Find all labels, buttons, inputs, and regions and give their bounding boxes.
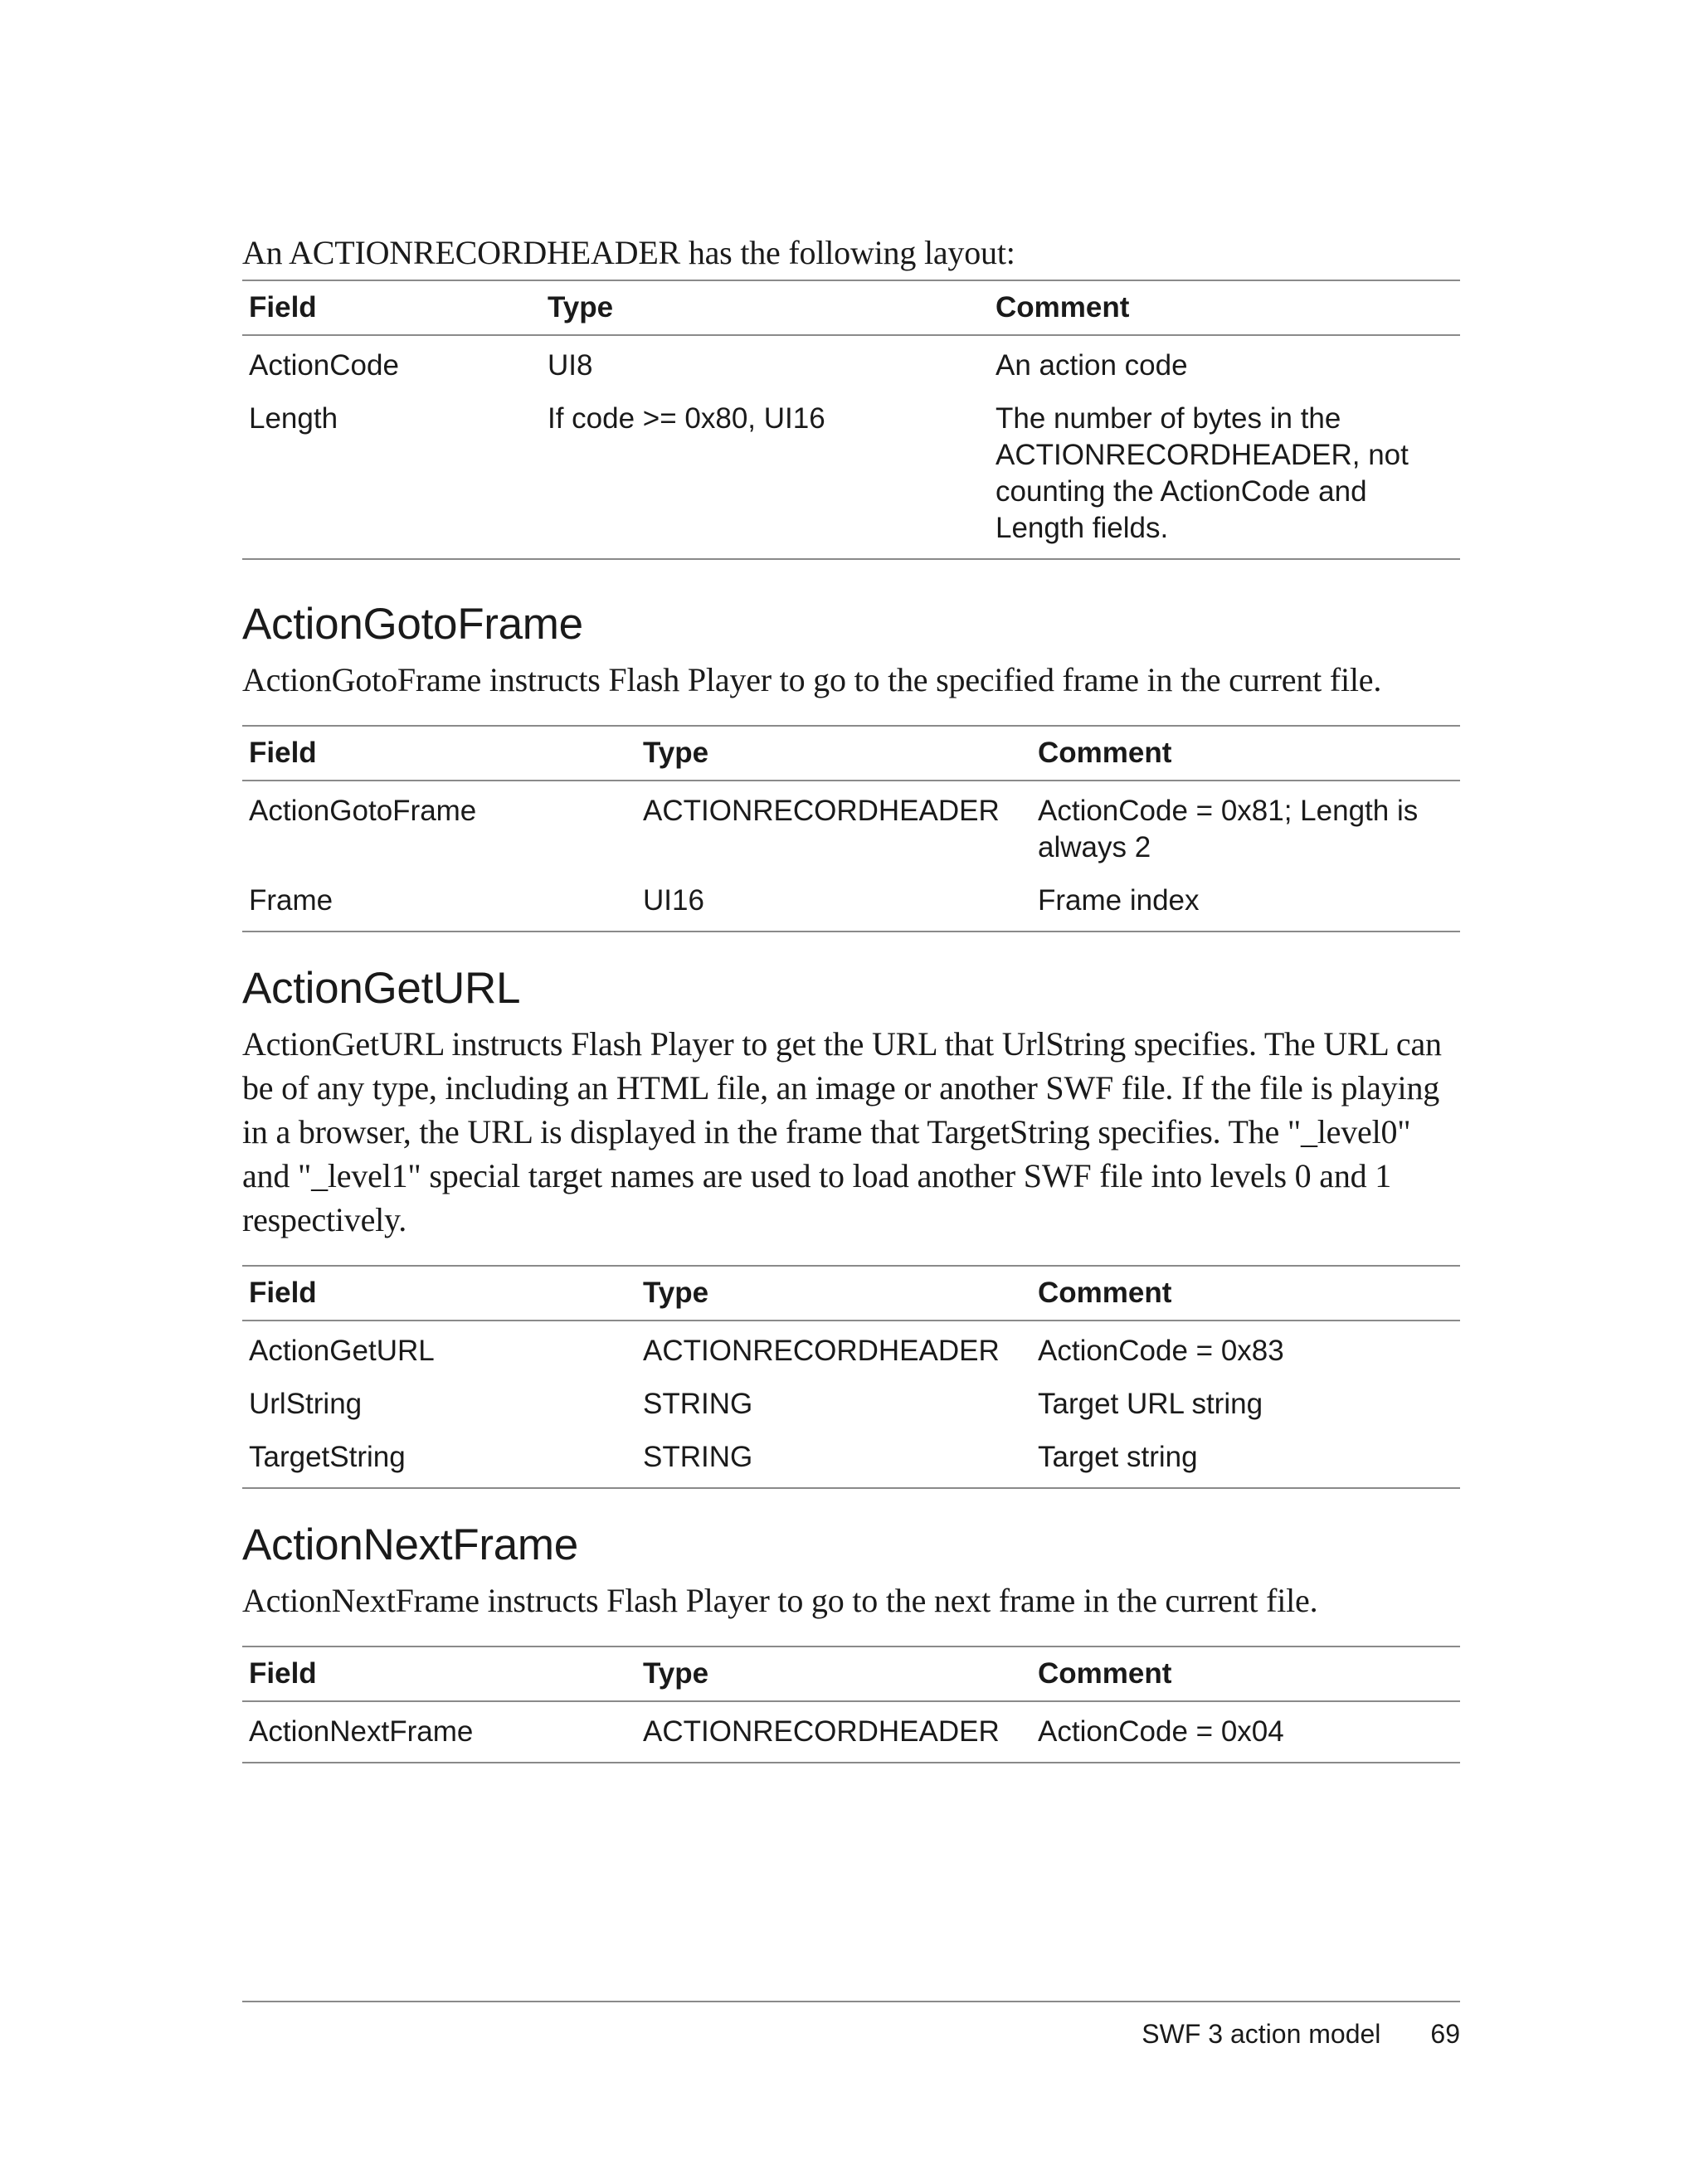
table-row bbox=[242, 392, 1460, 559]
actiongotoframe-table bbox=[242, 725, 1460, 932]
cell-field: TargetString bbox=[249, 1441, 406, 1473]
table-row bbox=[242, 1701, 1460, 1763]
actiongeturl-table bbox=[242, 1265, 1460, 1489]
section-body-actiongeturl: ActionGetURL instructs Flash Player to get the URL that UrlString specifies. The URL can be of any type, including an HTML file, an image or another SWF file. If the file is playing in a browser, the URL is displayed in the frame that TargetString specifies. The "_level0" and "_level1" special target names are used to load another SWF file into levels 0 and 1 respectively. bbox=[242, 1025, 1442, 1238]
table-row bbox=[242, 335, 1460, 392]
table-header-row bbox=[242, 726, 1460, 781]
cell-field: Frame bbox=[249, 884, 333, 917]
cell-type: ACTIONRECORDHEADER bbox=[643, 795, 1000, 827]
column-header-field: Field bbox=[242, 1266, 636, 1321]
cell-comment: An action code bbox=[996, 349, 1188, 382]
cell-type: If code >= 0x80, UI16 bbox=[548, 402, 825, 435]
cell-field: Length bbox=[249, 402, 338, 435]
table-row bbox=[242, 1321, 1460, 1378]
cell-type: UI16 bbox=[643, 884, 704, 917]
cell-field: ActionNextFrame bbox=[249, 1715, 474, 1748]
table-row bbox=[242, 1431, 1460, 1488]
table-header-row bbox=[242, 1266, 1460, 1321]
column-header-type: Type bbox=[636, 726, 1031, 781]
cell-comment: Target string bbox=[1038, 1441, 1198, 1473]
cell-field: ActionGotoFrame bbox=[249, 795, 477, 827]
cell-comment: ActionCode = 0x04 bbox=[1038, 1715, 1284, 1748]
column-header-comment: Comment bbox=[1031, 1647, 1460, 1701]
page-footer bbox=[242, 2001, 1460, 2050]
cell-comment: Frame index bbox=[1038, 884, 1200, 917]
cell-type: STRING bbox=[643, 1441, 753, 1473]
column-header-type: Type bbox=[636, 1266, 1031, 1321]
cell-field: ActionGetURL bbox=[249, 1335, 435, 1367]
cell-type: STRING bbox=[643, 1388, 753, 1420]
table-row bbox=[242, 781, 1460, 874]
cell-type: ACTIONRECORDHEADER bbox=[643, 1715, 1000, 1748]
column-header-type: Type bbox=[541, 280, 989, 335]
column-header-comment: Comment bbox=[1031, 726, 1460, 781]
cell-comment: ActionCode = 0x83 bbox=[1038, 1335, 1284, 1367]
page-number: 69 bbox=[1430, 2019, 1460, 2049]
column-header-field: Field bbox=[242, 280, 541, 335]
column-header-comment: Comment bbox=[1031, 1266, 1460, 1321]
column-header-field: Field bbox=[242, 726, 636, 781]
cell-comment: Target URL string bbox=[1038, 1388, 1263, 1420]
actionrecordheader-table bbox=[242, 280, 1460, 560]
section-body-actionnextframe: ActionNextFrame instructs Flash Player to go to the next frame in the current file. bbox=[242, 1582, 1318, 1619]
cell-field: ActionCode bbox=[249, 349, 399, 382]
table-header-row bbox=[242, 1647, 1460, 1701]
cell-field: UrlString bbox=[249, 1388, 363, 1420]
table-header-row bbox=[242, 280, 1460, 335]
section-heading-actiongotoframe: ActionGotoFrame bbox=[242, 600, 583, 649]
document-page bbox=[242, 231, 1460, 1763]
column-header-field: Field bbox=[242, 1647, 636, 1701]
section-body-actiongotoframe: ActionGotoFrame instructs Flash Player to go to the specified frame in the current file. bbox=[242, 661, 1382, 698]
table-row bbox=[242, 1378, 1460, 1431]
cell-type: ACTIONRECORDHEADER bbox=[643, 1335, 1000, 1367]
cell-comment: ActionCode = 0x81; Length is always 2 bbox=[1038, 795, 1419, 863]
column-header-comment: Comment bbox=[989, 280, 1460, 335]
actionnextframe-table bbox=[242, 1646, 1460, 1763]
table-row bbox=[242, 874, 1460, 931]
footer-section-title: SWF 3 action model bbox=[1142, 2019, 1381, 2049]
column-header-type: Type bbox=[636, 1647, 1031, 1701]
intro-paragraph: An ACTIONRECORDHEADER has the following layout: bbox=[242, 234, 1015, 271]
cell-comment: The number of bytes in the ACTIONRECORDHEADER, not counting the ActionCode and Length fields. bbox=[996, 402, 1409, 544]
section-heading-actionnextframe: ActionNextFrame bbox=[242, 1520, 578, 1569]
section-heading-actiongeturl: ActionGetURL bbox=[242, 964, 521, 1013]
cell-type: UI8 bbox=[548, 349, 593, 382]
